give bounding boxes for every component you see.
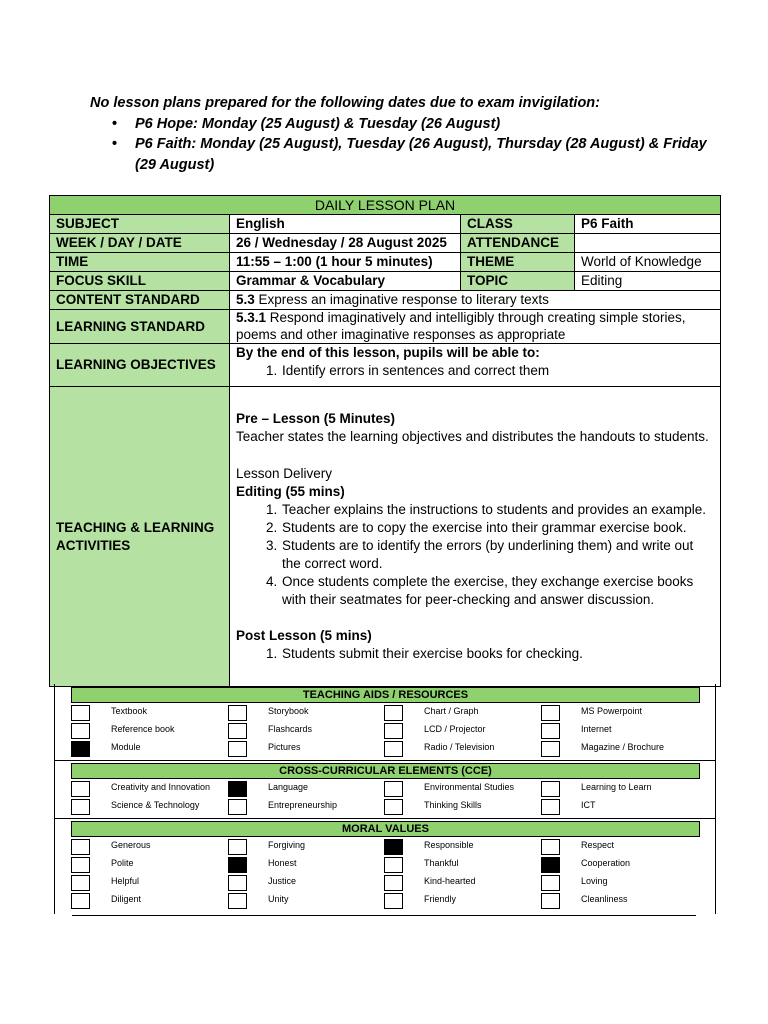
moral-row <box>71 891 711 909</box>
moral-option <box>541 891 698 909</box>
topic-value: Editing <box>575 272 721 291</box>
aids-title: TEACHING AIDS / RESOURCES <box>71 687 700 703</box>
moral-row <box>71 873 711 891</box>
subject-value: English <box>230 215 461 234</box>
cce-option <box>71 797 228 815</box>
cce-option <box>541 797 698 815</box>
cce-row <box>71 797 711 815</box>
checkbox-label: Friendly <box>424 894 457 904</box>
cce-option <box>71 779 228 797</box>
objectives-value: By the end of this lesson, pupils will be able to: 1. Identify errors in sentences and correct them <box>230 344 721 387</box>
aids-row <box>71 703 711 721</box>
checkbox-label: Kind-hearted <box>424 876 476 886</box>
activities-label: TEACHING & LEARNING ACTIVITIES <box>50 387 230 687</box>
post-steps <box>236 645 714 663</box>
date-value: 26 / Wednesday / 28 August 2025 <box>230 234 461 253</box>
aids-option <box>384 703 541 721</box>
time-label: TIME <box>50 253 230 272</box>
list-item: 4. Once students complete the exercise, they exchange exercise books with their seatmates for peer-checking and answer discussion. <box>281 573 714 609</box>
aids-option <box>384 721 541 739</box>
moral-option <box>228 855 385 873</box>
checkbox[interactable] <box>228 893 247 909</box>
moral-option <box>228 891 385 909</box>
checkbox-label: Learning to Learn <box>581 782 652 792</box>
moral-option <box>228 873 385 891</box>
moral-option <box>541 873 698 891</box>
checkbox-label: Polite <box>111 858 134 868</box>
list-item: 2. Students are to copy the exercise into their grammar exercise book. <box>281 519 714 537</box>
checkbox[interactable] <box>541 781 560 797</box>
checkbox[interactable] <box>541 741 560 757</box>
aids-grid <box>71 703 711 757</box>
checkbox[interactable] <box>71 857 90 873</box>
aids-option <box>228 739 385 757</box>
checkbox-label: Thinking Skills <box>424 800 482 810</box>
checkbox-label: Science & Technology <box>111 800 200 810</box>
checkbox-label: Helpful <box>111 876 140 886</box>
checkbox-label: Responsible <box>424 840 474 850</box>
attendance-label: ATTENDANCE <box>461 234 575 253</box>
plan-title: DAILY LESSON PLAN <box>50 196 721 215</box>
moral-option <box>71 873 228 891</box>
checkbox[interactable] <box>228 723 247 739</box>
cce-option <box>228 797 385 815</box>
checkbox-label: Respect <box>581 840 615 850</box>
cce-row <box>71 779 711 797</box>
moral-option <box>384 891 541 909</box>
list-item: 3. Students are to identify the errors (by underlining them) and write out the correct word. <box>281 537 714 573</box>
checkbox[interactable] <box>384 857 403 873</box>
checkbox-label: Radio / Television <box>424 742 495 752</box>
activities-value: Pre – Lesson (5 Minutes) Teacher states the learning objectives and distributes the handouts to students. Lesson Delivery Editing (55 mins) 1. Teacher explains the instructions to students and provides an example. 2. Students are to copy the exercise into their grammar exercise book. 3. Students are to identify the errors (by underlining them) and write out the correct word. 4. Once students complete the exercise, they exchange exercise books with their seatmates for peer-checking and answer discussion. Post Lesson (5 mins) 1. Students submit their exercise books for checking. <box>230 387 721 687</box>
moral-option <box>541 855 698 873</box>
bullet-icon: • <box>112 136 118 152</box>
checkbox[interactable] <box>228 799 247 815</box>
moral-option <box>541 837 698 855</box>
checkbox-label: Unity <box>268 894 289 904</box>
learning-standard-label: LEARNING STANDARD <box>50 310 230 344</box>
moral-grid <box>71 837 711 909</box>
divider <box>72 915 696 916</box>
focus-label: FOCUS SKILL <box>50 272 230 291</box>
checkbox-label: Cooperation <box>581 858 631 868</box>
moral-option <box>384 873 541 891</box>
checkbox-label: Entrepreneurship <box>268 800 338 810</box>
aids-row <box>71 721 711 739</box>
class-value: P6 Faith <box>575 215 721 234</box>
aids-option <box>71 703 228 721</box>
checkbox-label: Language <box>268 782 309 792</box>
checkbox[interactable] <box>71 781 90 797</box>
checkbox[interactable] <box>384 741 403 757</box>
note-item: • P6 Faith: Monday (25 August), Tuesday (26 August), Thursday (28 August) & Friday (29 August) <box>112 136 707 173</box>
checkbox[interactable] <box>384 723 403 739</box>
moral-option <box>71 855 228 873</box>
objectives-list <box>236 362 714 380</box>
checkbox-label: Pictures <box>268 742 301 752</box>
topic-label: TOPIC <box>461 272 575 291</box>
checkbox[interactable] <box>228 705 247 721</box>
checkbox[interactable] <box>71 839 90 855</box>
aids-option <box>228 703 385 721</box>
cce-grid <box>71 779 711 815</box>
checkbox[interactable] <box>71 741 90 757</box>
moral-option <box>384 855 541 873</box>
moral-title: MORAL VALUES <box>71 821 700 837</box>
checkbox-label: Creativity and Innovation <box>111 782 211 792</box>
checkbox[interactable] <box>71 799 90 815</box>
checkbox-label: Module <box>111 742 141 752</box>
date-label: WEEK / DAY / DATE <box>50 234 230 253</box>
invigilation-note <box>90 93 710 175</box>
editing-steps <box>236 501 714 609</box>
list-item: 1. Students submit their exercise books for checking. <box>281 645 714 663</box>
aids-option <box>384 739 541 757</box>
checkbox[interactable] <box>541 893 560 909</box>
checkbox-label: Reference book <box>111 724 175 734</box>
checkbox-label: Flashcards <box>268 724 313 734</box>
checkbox[interactable] <box>71 723 90 739</box>
moral-row <box>71 837 711 855</box>
aids-option <box>71 721 228 739</box>
checkbox[interactable] <box>228 875 247 891</box>
aids-option <box>541 739 698 757</box>
cce-option <box>384 797 541 815</box>
attendance-value <box>575 234 721 253</box>
checkbox[interactable] <box>228 839 247 855</box>
checkbox[interactable] <box>228 741 247 757</box>
subject-label: SUBJECT <box>50 215 230 234</box>
checkbox-label: Textbook <box>111 706 148 716</box>
checkbox-label: Honest <box>268 858 297 868</box>
checkbox-label: ICT <box>581 800 596 810</box>
resources-panel <box>54 684 716 914</box>
moral-option <box>384 837 541 855</box>
checkbox-label: Loving <box>581 876 608 886</box>
focus-value: Grammar & Vocabulary <box>230 272 461 291</box>
learning-standard-value: 5.3.1 Respond imaginatively and intelligibly through creating simple stories, poems and other imaginative responses as appropriate <box>230 310 721 344</box>
cce-option <box>384 779 541 797</box>
theme-value: World of Knowledge <box>575 253 721 272</box>
bullet-icon: • <box>112 115 118 132</box>
note-list <box>90 114 710 176</box>
divider <box>55 760 715 761</box>
checkbox[interactable] <box>384 705 403 721</box>
checkbox[interactable] <box>384 781 403 797</box>
theme-label: THEME <box>461 253 575 272</box>
checkbox-label: Thankful <box>424 858 459 868</box>
moral-row <box>71 855 711 873</box>
content-standard-label: CONTENT STANDARD <box>50 291 230 310</box>
checkbox[interactable] <box>384 893 403 909</box>
cce-option <box>228 779 385 797</box>
aids-option <box>71 739 228 757</box>
objectives-label: LEARNING OBJECTIVES <box>50 344 230 387</box>
checkbox-label: Storybook <box>268 706 309 716</box>
checkbox[interactable] <box>384 875 403 891</box>
note-heading: No lesson plans prepared for the following dates due to exam invigilation: <box>90 95 600 111</box>
checkbox-label: Internet <box>581 724 612 734</box>
lesson-plan-table <box>49 195 721 687</box>
aids-row <box>71 739 711 757</box>
checkbox-label: Forgiving <box>268 840 306 850</box>
checkbox-label: Justice <box>268 876 297 886</box>
divider <box>55 818 715 819</box>
checkbox[interactable] <box>71 893 90 909</box>
checkbox[interactable] <box>541 799 560 815</box>
cce-option <box>541 779 698 797</box>
moral-option <box>228 837 385 855</box>
checkbox[interactable] <box>384 799 403 815</box>
checkbox-label: MS Powerpoint <box>581 706 643 716</box>
checkbox-label: Chart / Graph <box>424 706 479 716</box>
checkbox[interactable] <box>541 875 560 891</box>
time-value: 11:55 – 1:00 (1 hour 5 minutes) <box>230 253 461 272</box>
cce-title: CROSS-CURRICULAR ELEMENTS (CCE) <box>71 763 700 779</box>
checkbox[interactable] <box>71 875 90 891</box>
checkbox[interactable] <box>541 839 560 855</box>
checkbox-label: Generous <box>111 840 151 850</box>
aids-option <box>228 721 385 739</box>
note-item: • P6 Hope: Monday (25 August) & Tuesday (26 August) <box>90 114 710 135</box>
class-label: CLASS <box>461 215 575 234</box>
checkbox-label: Diligent <box>111 894 142 904</box>
content-standard-value: 5.3 Express an imaginative response to literary texts <box>230 291 721 310</box>
aids-option <box>541 721 698 739</box>
moral-option <box>71 837 228 855</box>
list-item: 1. Identify errors in sentences and correct them <box>281 362 714 380</box>
aids-option <box>541 703 698 721</box>
checkbox-label: Magazine / Brochure <box>581 742 665 752</box>
checkbox[interactable] <box>228 857 247 873</box>
checkbox-label: Environmental Studies <box>424 782 515 792</box>
checkbox-label: Cleanliness <box>581 894 628 904</box>
checkbox[interactable] <box>71 705 90 721</box>
checkbox[interactable] <box>541 723 560 739</box>
checkbox[interactable] <box>384 839 403 855</box>
checkbox[interactable] <box>228 781 247 797</box>
checkbox[interactable] <box>541 857 560 873</box>
list-item: 1. Teacher explains the instructions to students and provides an example. <box>281 501 714 519</box>
checkbox[interactable] <box>541 705 560 721</box>
checkbox-label: LCD / Projector <box>424 724 486 734</box>
moral-option <box>71 891 228 909</box>
